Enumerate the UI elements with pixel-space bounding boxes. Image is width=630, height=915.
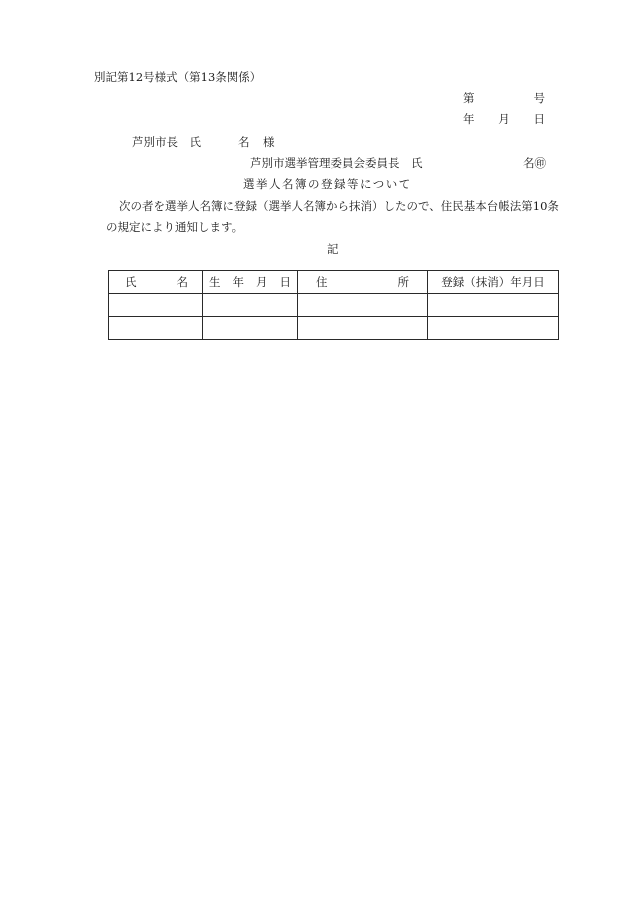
body-text-line1: 次の者を選挙人名簿に登録（選挙人名簿から抹消）したので、住民基本台帳法第10条 [119, 199, 559, 213]
form-id: 別記第12号様式（第13条関係） [94, 70, 262, 84]
table-row [109, 317, 559, 340]
cell-address [298, 294, 428, 317]
header-name: 氏 名 [109, 271, 203, 294]
cell-birthdate [203, 294, 298, 317]
header-address: 住 所 [298, 271, 428, 294]
subject-heading: 選挙人名簿の登録等について [243, 177, 412, 191]
document-date [463, 114, 545, 126]
cell-registration-date [428, 294, 559, 317]
body-text-line2: の規定により通知します。 [106, 220, 244, 234]
cell-birthdate [203, 317, 298, 340]
sender-title: 芦別市選挙管理委員会委員長 氏 [250, 156, 423, 170]
addressee-honorific: 様 [263, 135, 275, 149]
cell-address [298, 317, 428, 340]
sender-name-seal: 名㊞ [523, 156, 546, 170]
records-table [108, 270, 559, 340]
header-registration-date: 登録（抹消）年月日 [428, 271, 559, 294]
header-birthdate: 生 年 月 日 [203, 271, 298, 294]
date-month: 月 [498, 112, 510, 126]
ki-marker: 記 [327, 242, 339, 256]
number-prefix: 第 [463, 91, 475, 105]
document-number [463, 93, 545, 105]
cell-name [109, 317, 203, 340]
addressee-name-char: 名 [238, 135, 250, 149]
table-row [109, 294, 559, 317]
date-day: 日 [533, 112, 545, 126]
cell-name [109, 294, 203, 317]
table-header-row [109, 271, 559, 294]
number-suffix: 号 [533, 91, 545, 105]
date-year: 年 [463, 112, 475, 126]
cell-registration-date [428, 317, 559, 340]
addressee-title: 芦別市長 氏 [132, 135, 201, 149]
